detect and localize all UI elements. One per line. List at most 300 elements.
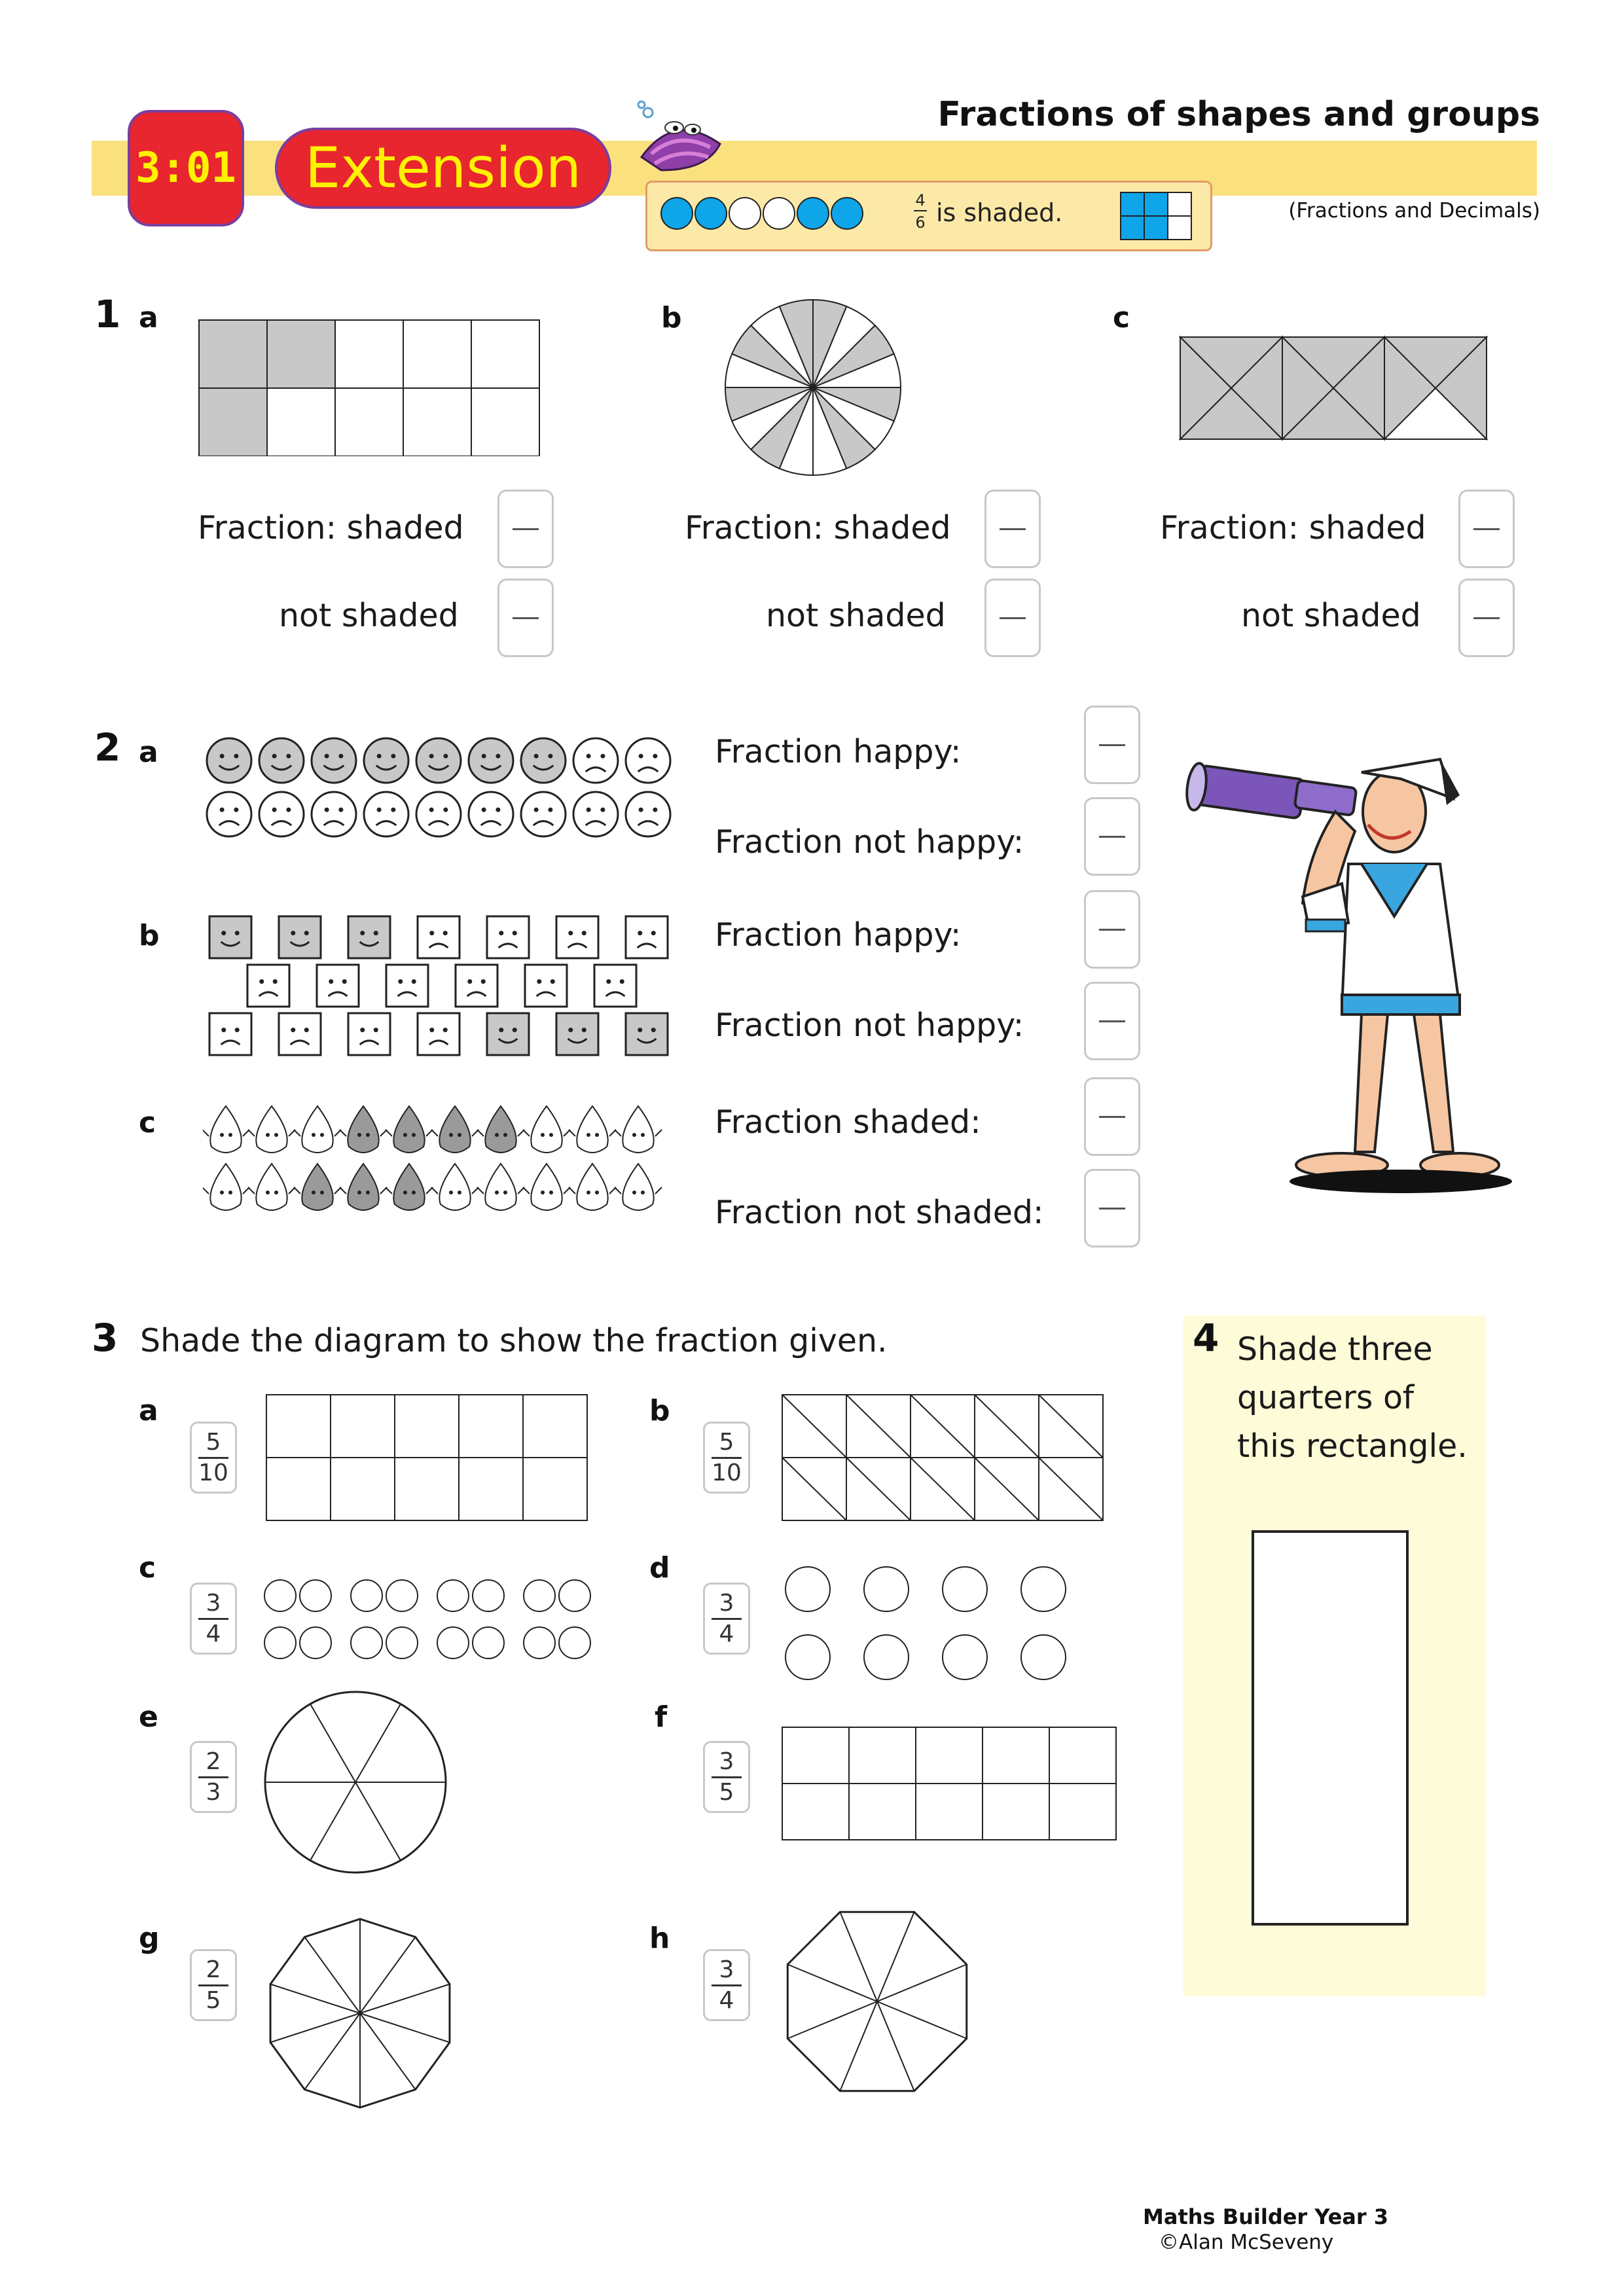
face-eye [653,754,657,759]
q3-number: 3 [92,1316,118,1360]
q1c-triangles [1178,335,1491,441]
q3a-cell [523,1395,587,1458]
q3d-circle [943,1635,987,1679]
q1a-cell [403,388,471,456]
drop-eye [595,1133,599,1137]
q1a-not-shaded-answer-box[interactable] [497,579,554,657]
example-panel [645,181,1212,251]
q3d-circle [1021,1567,1066,1611]
drop-eye [495,1133,499,1137]
q1a-not-label: not shaded [279,597,459,634]
face-eye [548,754,552,759]
face-eye [412,979,416,984]
face-eye [496,808,500,812]
sad-face-icon [348,1013,390,1055]
water-drop-icon [531,1106,562,1153]
q2a-letter: a [139,736,158,769]
face-eye [537,979,541,984]
face-eye [482,808,486,812]
q3d-circle [864,1567,909,1611]
q3f-cell [782,1727,849,1784]
extension-badge: Extension [275,128,611,209]
q1a-letter: a [139,301,158,334]
face-eye [338,754,343,759]
page-title: Fractions of shapes and groups [937,95,1540,134]
q3c-circle [437,1627,469,1659]
face-eye [374,1028,378,1032]
face-eye [586,754,591,759]
q3f-letter: f [655,1700,668,1734]
happy-face-icon [312,738,356,783]
face-eye [467,979,472,984]
q3c-circle [386,1627,418,1659]
drop-eye [641,1133,645,1137]
sad-face-icon [416,792,461,836]
q3c-circle [437,1580,469,1611]
drop-eye [586,1133,590,1137]
face-eye [304,931,309,935]
water-drop-icon [348,1106,378,1153]
water-drop-icon [439,1164,470,1210]
face-eye [220,808,225,812]
q2b-not-happy-label: Fraction not happy: [715,1007,1024,1044]
page-subtitle: (Fractions and Decimals) [1288,199,1540,223]
happy-face-icon [209,916,251,958]
q3c-circles[interactable] [262,1577,607,1676]
drop-eye [266,1133,270,1137]
q3d-fraction: 3 4 [703,1583,750,1655]
sad-face-icon [456,965,497,1007]
drop-eye [228,1133,232,1137]
q2c-letter: c [139,1106,156,1139]
q1c-letter: c [1113,301,1130,334]
sad-face-icon [386,965,428,1007]
face-eye [273,979,278,984]
q3f-cell [849,1784,916,1840]
q3c-fraction: 3 4 [190,1583,237,1655]
water-drop-icon [531,1164,562,1210]
q3a-cell [459,1395,523,1458]
q1b-circle [721,296,905,479]
face-eye [496,754,500,759]
q3g-fraction: 2 5 [190,1949,237,2021]
water-drop-icon [210,1106,241,1153]
face-eye [600,808,605,812]
face-eye [586,808,591,812]
q3f-cell [782,1784,849,1840]
q3a-cell [331,1395,395,1458]
q2b-happy-answer-box[interactable] [1084,890,1140,969]
face-eye [234,808,238,812]
q2-number: 2 [94,725,121,770]
q3c-circle [473,1627,504,1659]
happy-face-icon [259,738,304,783]
sad-face-icon [556,916,598,958]
drop-eye [312,1133,316,1137]
drop-eye [320,1133,324,1137]
face-eye [651,1028,656,1032]
face-eye [272,808,277,812]
q3d-circles[interactable] [776,1564,1077,1689]
q1a-cell [403,320,471,388]
q3a-cell [459,1458,523,1520]
q3c-letter: c [139,1551,156,1585]
q3c-circle [559,1627,590,1659]
q1a-cell [335,388,403,456]
face-eye [377,754,382,759]
sad-face-icon [207,792,251,836]
face-eye [639,808,643,812]
face-eye [398,979,403,984]
water-drop-icon [393,1164,424,1210]
q2c-shaded-answer-box[interactable] [1084,1077,1140,1156]
q3f-cell [849,1727,916,1784]
water-drop-icon [577,1164,607,1210]
drop-eye [228,1191,232,1194]
face-eye [234,754,238,759]
face-eye [568,1028,573,1032]
q1c-shaded-label: Fraction: shaded [1160,509,1426,547]
q2a-happy-label: Fraction happy: [715,733,962,770]
q1a-cell [335,320,403,388]
drop-eye [266,1191,270,1194]
face-eye [272,754,277,759]
face-eye [429,931,434,935]
q3a-cell [395,1395,459,1458]
drop-eye [403,1133,407,1137]
face-eye [304,1028,309,1032]
happy-face-icon [348,916,390,958]
drop-eye [503,1191,507,1194]
face-eye [286,808,291,812]
drop-eye [549,1191,553,1194]
sad-face-icon [525,965,567,1007]
face-eye [534,808,539,812]
drop-eye [449,1133,453,1137]
q2c-not-shaded-label: Fraction not shaded: [715,1194,1044,1231]
face-eye [391,754,395,759]
drop-eye [412,1191,416,1194]
q3d-circle [785,1635,830,1679]
drop-eye [220,1133,224,1137]
drop-eye [357,1133,361,1137]
face-eye [325,808,329,812]
water-drop-icon [577,1106,607,1153]
face-eye [639,754,643,759]
clam-mascot-icon [635,98,733,183]
happy-face-icon [521,738,566,783]
q3a-cell [266,1395,331,1458]
face-eye [342,979,347,984]
q3c-circle [351,1580,382,1611]
q3d-circle [864,1635,909,1679]
water-drop-icon [210,1164,241,1210]
water-drop-icon [256,1164,287,1210]
face-eye [443,754,448,759]
q1a-cell [199,388,267,456]
face-eye [235,931,240,935]
sad-face-icon [573,792,618,836]
q1a-shaded-label: Fraction: shaded [198,509,464,547]
sad-face-icon [312,792,356,836]
sad-face-icon [418,916,460,958]
sad-face-icon [594,965,636,1007]
drop-eye [632,1191,636,1194]
sad-face-icon [626,792,670,836]
q3a-letter: a [139,1394,158,1427]
drop-eye [541,1133,545,1137]
face-eye [638,1028,642,1032]
q3b-triangle-grid[interactable] [780,1393,1105,1524]
drop-eye [458,1133,461,1137]
example-grid [1121,192,1191,240]
face-eye [391,808,395,812]
face-eye [653,808,657,812]
drop-eye [274,1133,278,1137]
footer-book-title: Maths Builder Year 3 [1143,2204,1389,2229]
q3e-letter: e [139,1700,158,1734]
example-text: is shaded. [936,198,1063,227]
q3a-grid[interactable] [264,1393,589,1524]
face-eye [443,931,448,935]
face-eye [620,979,624,984]
water-drop-icon [485,1106,516,1153]
q3-instruction: Shade the diagram to show the fraction given. [140,1322,888,1359]
q1c-shaded-answer-box[interactable] [1458,490,1515,568]
face-eye [329,979,333,984]
face-eye [513,1028,517,1032]
face-eye [338,808,343,812]
drop-eye [312,1191,316,1194]
q3g-decagon[interactable] [262,1915,458,2111]
q3h-octagon[interactable] [776,1901,979,2104]
drop-eye [366,1133,370,1137]
water-drop-icon [485,1164,516,1210]
drop-eye [366,1191,370,1194]
q1b-shaded-answer-box[interactable] [984,490,1041,568]
face-eye [325,754,329,759]
face-eye [499,1028,503,1032]
face-eye [374,931,378,935]
q3c-circle [300,1627,331,1659]
q3e-circle[interactable] [262,1689,452,1878]
sad-face-icon [247,965,289,1007]
q1b-shaded-label: Fraction: shaded [685,509,951,547]
happy-face-icon [207,738,251,783]
q1c-not-shaded-answer-box[interactable] [1458,579,1515,657]
q3c-circle [351,1627,382,1659]
q3b-fraction: 5 10 [703,1422,750,1494]
face-eye [482,754,486,759]
q3c-circle [524,1580,555,1611]
sad-face-icon [469,792,513,836]
q3c-circle [559,1580,590,1611]
face-eye [513,931,517,935]
sad-face-icon [317,965,359,1007]
drop-eye [541,1191,545,1194]
face-eye [291,931,295,935]
drop-eye [641,1191,645,1194]
q3f-grid[interactable] [780,1725,1123,1844]
happy-face-icon [626,1013,668,1055]
water-drop-icon [256,1106,287,1153]
q3a-cell [395,1458,459,1520]
sad-face-icon [626,916,668,958]
face-eye [291,1028,295,1032]
sailor-telescope-illustration [1178,733,1532,1204]
drop-eye [320,1191,324,1194]
face-eye [548,808,552,812]
face-eye [221,1028,226,1032]
drop-eye [449,1191,453,1194]
face-eye [443,808,448,812]
sad-face-icon [364,792,408,836]
drop-eye [357,1191,361,1194]
water-drop-icon [439,1106,470,1153]
q3e-fraction: 2 3 [190,1741,237,1813]
q3a-cell [523,1458,587,1520]
q3d-circle [785,1567,830,1611]
q4-instruction: Shade three quarters of this rectangle. [1237,1331,1468,1465]
q3c-circle [386,1580,418,1611]
drop-eye [220,1191,224,1194]
q3d-circle [1021,1635,1066,1679]
q1a-cell [471,320,539,388]
q3h-letter: h [649,1922,670,1955]
drop-eye [274,1191,278,1194]
sad-face-icon [487,916,529,958]
q2b-letter: b [139,919,160,952]
drop-eye [403,1191,407,1194]
q1a-shaded-answer-box[interactable] [497,490,554,568]
face-eye [286,754,291,759]
sad-face-icon [209,1013,251,1055]
q2c-shaded-label: Fraction shaded: [715,1103,981,1141]
drop-eye [412,1133,416,1137]
q1b-not-shaded-answer-box[interactable] [984,579,1041,657]
q3c-circle [473,1580,504,1611]
face-eye [221,931,226,935]
q1a-cell [267,320,335,388]
face-eye [429,754,434,759]
telescope-icon [1184,762,1356,818]
footer-copyright: ©Alan McSeveny [1159,2231,1334,2254]
q1b-not-label: not shaded [766,597,946,634]
q4-rectangle[interactable] [1252,1530,1409,1926]
face-eye [377,808,382,812]
example-numerator: 4 [915,191,926,209]
q3f-cell [916,1727,983,1784]
sad-face-icon [259,792,304,836]
face-eye [443,1028,448,1032]
sad-face-icon [418,1013,460,1055]
face-eye [360,1028,365,1032]
q3c-circle [300,1580,331,1611]
drop-eye [503,1133,507,1137]
face-eye [651,931,656,935]
face-eye [638,931,642,935]
q1a-grid [196,317,545,456]
q3h-fraction: 3 4 [703,1949,750,2021]
q4-number: 4 [1193,1316,1219,1360]
drop-eye [632,1133,636,1137]
sad-face-icon [279,1013,321,1055]
sad-face-icon [626,738,670,783]
drop-eye [495,1191,499,1194]
q3c-circle [524,1627,555,1659]
q2a-not-happy-label: Fraction not happy: [715,823,1024,861]
face-eye [600,754,605,759]
happy-face-icon [279,916,321,958]
q2a-happy-answer-box[interactable] [1084,706,1140,784]
q1c-not-label: not shaded [1241,597,1421,634]
q2b-happy-label: Fraction happy: [715,916,962,954]
q3f-cell [983,1784,1049,1840]
q1a-cell [199,320,267,388]
example-circles [645,181,1212,251]
face-eye [481,979,486,984]
face-eye [429,808,434,812]
face-eye [606,979,611,984]
q2c-not-shaded-answer-box[interactable] [1084,1169,1140,1247]
q2b-not-happy-answer-box[interactable] [1084,982,1140,1060]
face-eye [220,754,225,759]
water-drop-icon [302,1106,333,1153]
happy-face-icon [416,738,461,783]
q2c-drops [203,1100,687,1224]
face-eye [499,931,503,935]
example-denominator: 6 [915,213,926,232]
q3a-cell [331,1458,395,1520]
q1-number: 1 [94,292,121,336]
face-eye [259,979,264,984]
water-drop-icon [302,1164,333,1210]
face-eye [550,979,555,984]
face-eye [568,931,573,935]
q2a-not-happy-answer-box[interactable] [1084,797,1140,876]
face-eye [582,1028,586,1032]
q3f-cell [1049,1784,1116,1840]
drop-eye [458,1191,461,1194]
water-drop-icon [623,1106,653,1153]
q3a-cell [266,1458,331,1520]
drop-eye [549,1133,553,1137]
happy-face-icon [487,1013,529,1055]
sad-face-icon [521,792,566,836]
q3f-cell [1049,1727,1116,1784]
q2b-faces [203,910,687,1067]
q3b-letter: b [649,1394,670,1427]
face-eye [235,1028,240,1032]
face-eye [360,931,365,935]
face-eye [429,1028,434,1032]
q2a-faces [203,733,687,844]
q3a-fraction: 5 10 [190,1422,237,1494]
q3g-letter: g [139,1922,160,1955]
q1b-letter: b [661,301,682,334]
happy-face-icon [556,1013,598,1055]
q3d-circle [943,1567,987,1611]
q3c-circle [264,1627,296,1659]
happy-face-icon [364,738,408,783]
q1a-cell [267,388,335,456]
drop-eye [595,1191,599,1194]
water-drop-icon [393,1106,424,1153]
q1a-cell [471,388,539,456]
sad-face-icon [573,738,618,783]
water-drop-icon [348,1164,378,1210]
section-number-badge: 3:01 [128,110,244,226]
